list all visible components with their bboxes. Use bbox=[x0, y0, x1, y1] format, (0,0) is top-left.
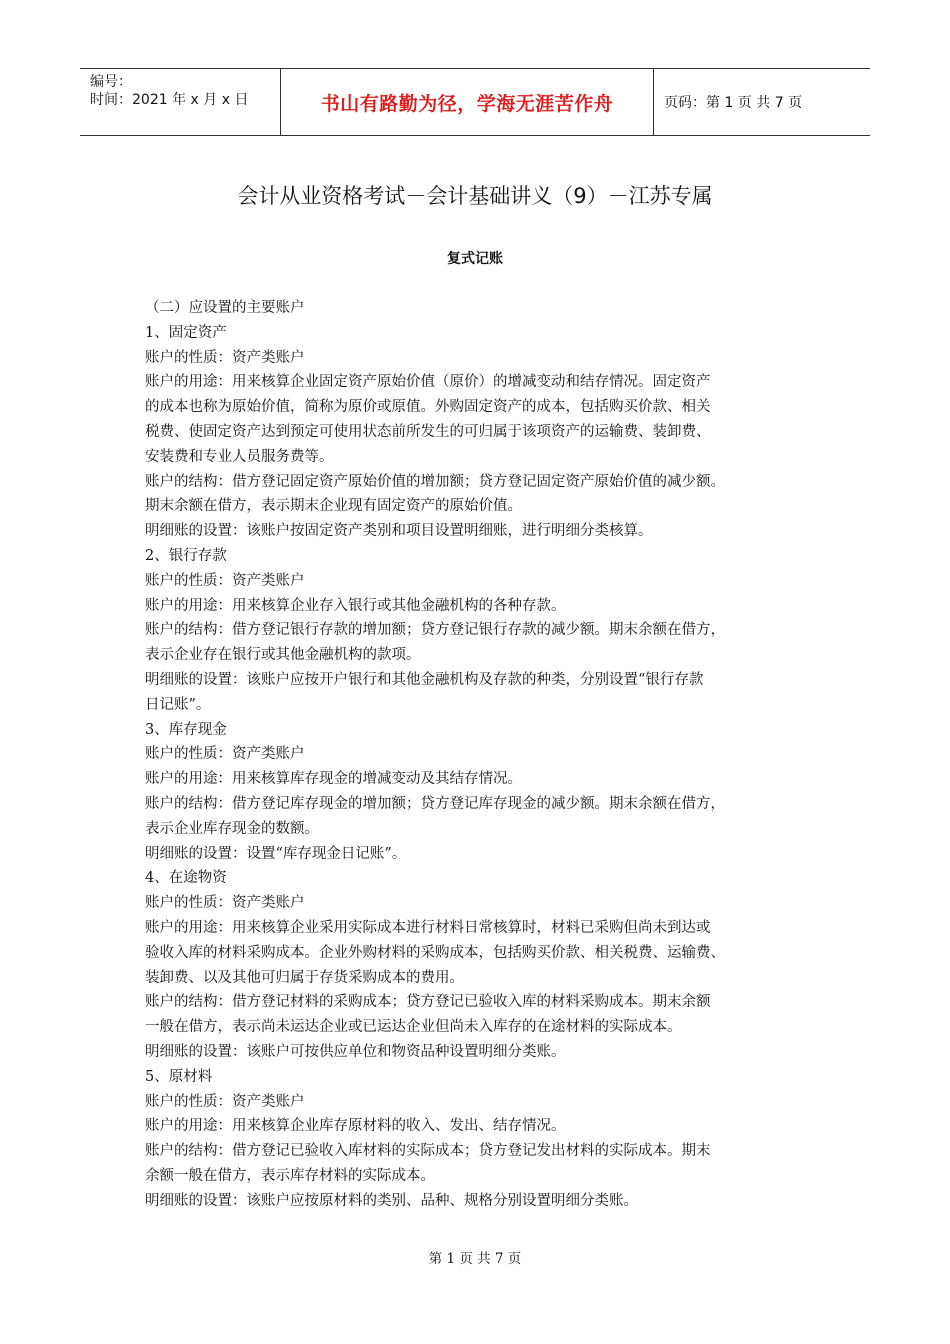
text-line: 账户的用途：用来核算企业存入银行或其他金融机构的各种存款。 bbox=[145, 597, 566, 614]
text-line: 1、固定资产 bbox=[145, 324, 227, 341]
text-line: 账户的结构：借方登记已验收入库材料的实际成本；贷方登记发出材料的实际成本。期末 bbox=[145, 1143, 711, 1160]
text-line: 账户的结构：借方登记材料的采购成本；贷方登记已验收入库的材料采购成本。期末余额 bbox=[145, 994, 711, 1011]
text-line: 账户的用途：用来核算企业库存原材料的收入、发出、结存情况。 bbox=[145, 1118, 566, 1135]
text-line: 4、在途物资 bbox=[145, 870, 227, 887]
text-line: 账户的性质：资产类账户 bbox=[145, 572, 305, 589]
header-motto-cell bbox=[281, 69, 654, 135]
text-line: 5、原材料 bbox=[145, 1068, 213, 1085]
header-left-cell bbox=[80, 69, 281, 135]
document-date: 时间：2021 年 x 月 x 日 bbox=[90, 92, 249, 108]
body-text bbox=[145, 296, 815, 1213]
text-line: 期末余额在借方，表示期末企业现有固定资产的原始价值。 bbox=[145, 498, 522, 515]
header-page-cell bbox=[654, 69, 870, 135]
text-line: （二）应设置的主要账户 bbox=[145, 300, 305, 316]
text-line: 账户的结构：借方登记银行存款的增加额；贷方登记银行存款的减少额。期末余额在借方， bbox=[145, 622, 725, 639]
text-line: 表示企业存在银行或其他金融机构的款项。 bbox=[145, 647, 421, 664]
text-line: 账户的性质：资产类账户 bbox=[145, 1093, 305, 1110]
header-table bbox=[80, 68, 870, 136]
text-line: 3、库存现金 bbox=[145, 721, 227, 738]
text-line: 装卸费、以及其他可归属于存货采购成本的费用。 bbox=[145, 969, 464, 986]
text-line: 账户的性质：资产类账户 bbox=[145, 895, 305, 912]
page-info: 页码：第 1 页 共 7 页 bbox=[664, 95, 803, 111]
text-line: 2、银行存款 bbox=[145, 547, 227, 564]
text-line: 账户的结构：借方登记库存现金的增加额；贷方登记库存现金的减少额。期末余额在借方， bbox=[145, 795, 725, 812]
text-line: 余额一般在借方，表示库存材料的实际成本。 bbox=[145, 1167, 435, 1184]
document-number-label: 编号： bbox=[90, 74, 132, 90]
text-line: 账户的用途：用来核算企业固定资产原始价值（原价）的增减变动和结存情况。固定资产 bbox=[145, 374, 711, 391]
document-title: 会计从业资格考试－会计基础讲义（9）－江苏专属 bbox=[237, 184, 713, 208]
motto: 书山有路勤为径，学海无涯苦作舟 bbox=[320, 92, 614, 115]
text-line: 的成本也称为原始价值，简称为原价或原值。外购固定资产的成本，包括购买价款、相关 bbox=[145, 399, 711, 416]
text-line: 一般在借方，表示尚未运达企业或已运达企业但尚未入库存的在途材料的实际成本。 bbox=[145, 1019, 682, 1036]
text-line: 安装费和专业人员服务费等。 bbox=[145, 448, 334, 465]
text-line: 明细账的设置：设置“库存现金日记账”。 bbox=[145, 845, 407, 862]
text-line: 日记账”。 bbox=[145, 696, 211, 713]
text-line: 明细账的设置：该账户可按供应单位和物资品种设置明细分类账。 bbox=[145, 1043, 566, 1060]
text-line: 账户的结构：借方登记固定资产原始价值的增加额；贷方登记固定资产原始价值的减少额。 bbox=[145, 473, 725, 490]
text-line: 验收入库的材料采购成本。企业外购材料的采购成本，包括购买价款、相关税费、运输费、 bbox=[145, 944, 725, 961]
section-subtitle: 复式记账 bbox=[447, 251, 503, 267]
text-line: 账户的用途：用来核算企业采用实际成本进行材料日常核算时，材料已采购但尚未到达或 bbox=[145, 919, 711, 936]
text-line: 账户的性质：资产类账户 bbox=[145, 746, 305, 763]
page-footer: 第 1 页 共 7 页 bbox=[428, 1251, 522, 1267]
text-line: 明细账的设置：该账户按固定资产类别和项目设置明细账，进行明细分类核算。 bbox=[145, 523, 653, 540]
text-line: 账户的性质：资产类账户 bbox=[145, 349, 305, 366]
text-line: 明细账的设置：该账户应按开户银行和其他金融机构及存款的种类，分别设置“银行存款 bbox=[145, 671, 704, 688]
text-line: 税费、使固定资产达到预定可使用状态前所发生的可归属于该项资产的运输费、装卸费、 bbox=[145, 423, 711, 440]
text-line: 表示企业库存现金的数额。 bbox=[145, 820, 319, 837]
text-line: 账户的用途：用来核算库存现金的增减变动及其结存情况。 bbox=[145, 771, 522, 788]
text-line: 明细账的设置：该账户应按原材料的类别、品种、规格分别设置明细分类账。 bbox=[145, 1192, 638, 1209]
